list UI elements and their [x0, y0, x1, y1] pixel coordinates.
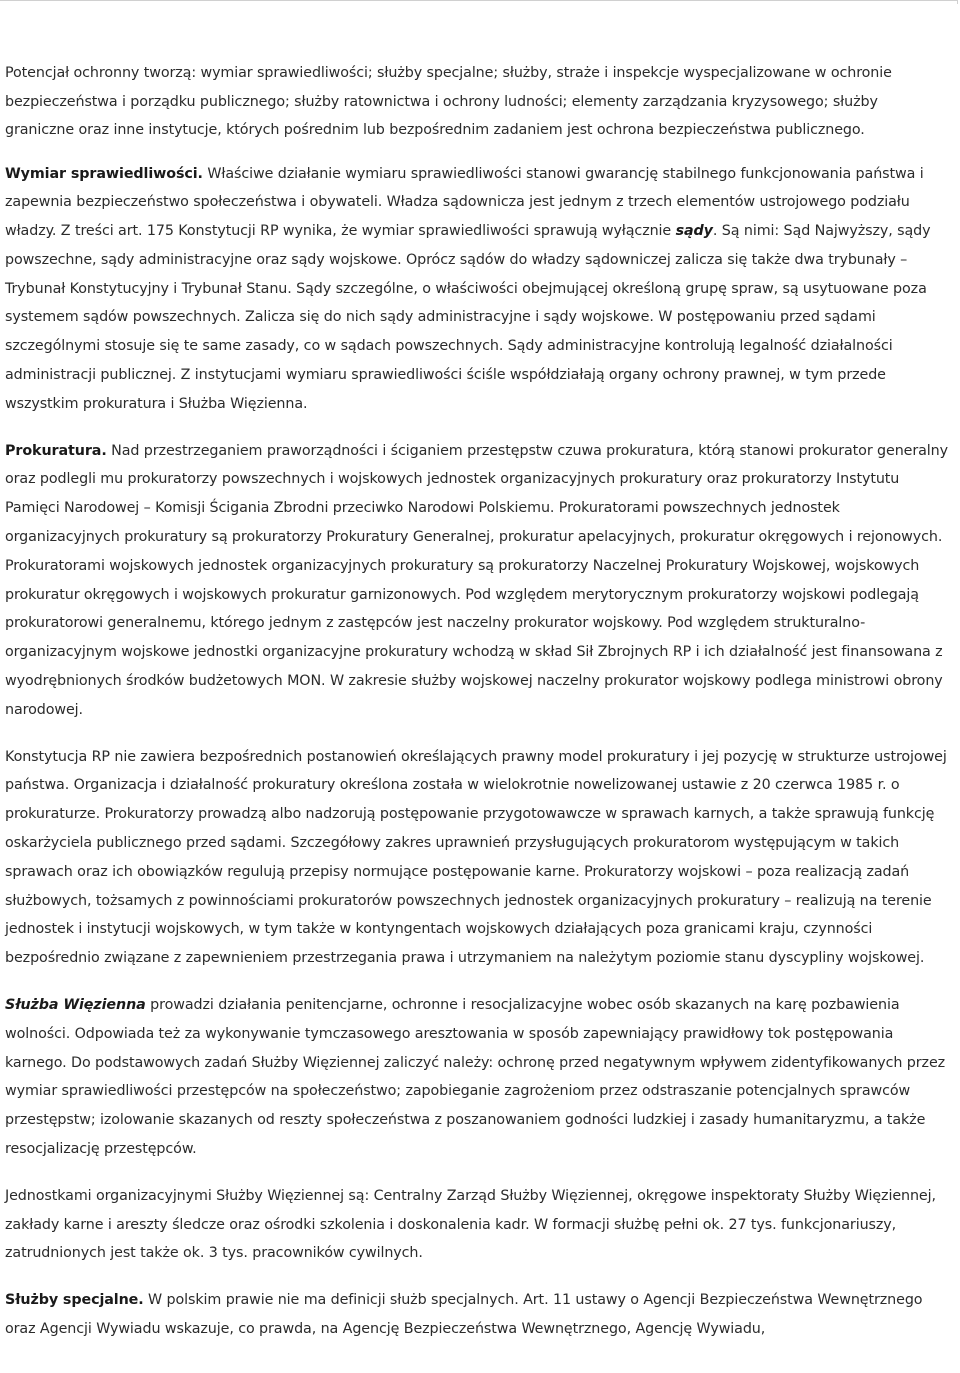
paragraph-sluzby-specjalne: [5, 1286, 950, 1344]
paragraph-text-tail: . Są nimi: Sąd Najwyższy, sądy powszechne, sądy administracyjne oraz sądy wojskowe. Oprócz sądów do władzy sądowniczej zalicza się także dwa trybunały – Trybunał Konstytucyjny i Trybunał Stanu. Sądy szczególne, o właściwości obejmującej określoną grupę spraw, są usytuowane poza systemem sądów powszechnych. Zalicza się do nich sądy administracyjne i sądy wojskowe. W postępowaniu przed sądami szczególnymi stosuje się te same zasady, co w sądach powszechnych. Sądy administracyjne kontrolują legalność działalności administracji publicznej. Z instytucjami wymiaru sprawiedliwości ściśle współdziałają organy ochrony prawnej, w tym przede wszystkim prokuratura i Służba Więzienna.: [5, 223, 931, 412]
paragraph-text: W polskim prawie nie ma definicji służb specjalnych. Art. 11 ustawy o Agencji Bezpieczeństwa Wewnętrznego oraz Agencji Wywiadu wskazuje, co prawda, na Agencję Bezpieczeństwa Wewnętrznego, Agencję Wywiadu,: [5, 1292, 923, 1337]
emphasis-text: sądy: [675, 223, 713, 240]
paragraph-gap: [5, 419, 950, 437]
paragraph-wymiar-sprawiedliwosci: [5, 160, 950, 419]
paragraph-gap: [5, 725, 950, 743]
paragraph-gap: [5, 1268, 950, 1286]
page-border: [0, 0, 958, 4]
paragraph-gap: [5, 145, 950, 160]
paragraph-prokuratura: [5, 437, 950, 725]
paragraph-sluzba-wiezienna: [5, 991, 950, 1164]
paragraph-jednostki: [5, 1182, 950, 1268]
paragraph-intro: [5, 59, 950, 145]
paragraph-heading: Służba Więzienna: [5, 997, 146, 1014]
paragraph-heading: Wymiar sprawiedliwości.: [5, 165, 203, 182]
paragraph-text: Jednostkami organizacyjnymi Służby Więziennej są: Centralny Zarząd Służby Więziennej, okręgowe inspektoraty Służby Więziennej, zakłady karne i areszty śledcze oraz ośrodki szkolenia i doskonalenia kadr. W formacji służbę pełni ok. 27 tys. funkcjonariuszy, zatrudnionych jest także ok. 3 tys. pracowników cywilnych.: [5, 1187, 936, 1262]
paragraph-text: prowadzi działania penitencjarne, ochronne i resocjalizacyjne wobec osób skazanych na karę pozbawienia wolności. Odpowiada też za wykonywanie tymczasowego aresztowania w sposób zapewniający prawidłowy tok postępowania karnego. Do podstawowych zadań Służby Więziennej zaliczyć należy: ochronę przed negatywnym wpływem zidentyfikowanych przez wymiar sprawiedliwości przestępców na społeczeństwo; zapobieganie zagrożeniom przez odstraszanie potencjalnych sprawców przestępstw; izolowanie skazanych od reszty społeczeństwa z poszanowaniem godności ludzkiej i zasady humanitaryzmu, a także resocjalizację przestępców.: [5, 997, 946, 1157]
paragraph-text: Konstytucja RP nie zawiera bezpośrednich postanowień określających prawny model prokuratury i jej pozycję w strukturze ustrojowej państwa. Organizacja i działalność prokuratury określona została w wielokrotnie nowelizowanej ustawie z 20 czerwca 1985 r. o prokuraturze. Prokuratorzy prowadzą albo nadzorują postępowanie przygotowawcze w sprawach karnych, a także sprawują funkcję oskarżyciela publicznego przed sądami. Szczegółowy zakres uprawnień przysługujących prokuratorom występującym w takich sprawach oraz ich obowiązków regulują przepisy normujące postępowanie karne. Prokuratorzy wojskowi – poza realizacją zadań służbowych, tożsamych z powinnościami prokuratorów powszechnych jednostek organizacyjnych prokuratury – realizują na terenie jednostek i instytucji wojskowych, w tym także w kontyngentach wojskowych działających poza granicami kraju, czynności bezpośrednio związane z zapewnieniem przestrzegania prawa i utrzymaniem na należytym poziomie stanu dyscypliny wojskowej.: [5, 748, 947, 967]
paragraph-text: Nad przestrzeganiem praworządności i ściganiem przestępstw czuwa prokuratura, którą stanowi prokurator generalny oraz podlegli mu prokuratorzy powszechnych i wojskowych jednostek organizacyjnych prokuratury oraz prokuratorzy Instytutu Pamięci Narodowej – Komisji Ścigania Zbrodni przeciwko Narodowi Polskiemu. Prokuratorami powszechnych jednostek organizacyjnych prokuratury są prokuratorzy Prokuratury Generalnej, prokuratur apelacyjnych, prokuratur okręgowych i rejonowych. Prokuratorami wojskowych jednostek organizacyjnych prokuratury są prokuratorzy Naczelnej Prokuratury Wojskowej, wojskowych prokuratur okręgowych i wojskowych prokuratur garnizonowych. Pod względem merytorycznym prokuratorzy wojskowi podlegają prokuratorowi generalnemu, którego jednym z zastępców jest naczelny prokurator wojskowy. Pod względem strukturalno-organizacyjnym wojskowe jednostki organizacyjne prokuratury wchodzą w skład Sił Zbrojnych RP i ich działalność jest finansowana z wyodrębnionych środków budżetowych MON. W zakresie służby wojskowej naczelny prokurator wojskowy podlega ministrowi obrony narodowej.: [5, 442, 949, 718]
paragraph-konstytucja: [5, 743, 950, 973]
paragraph-gap: [5, 973, 950, 991]
paragraph-text: Potencjał ochronny tworzą: wymiar sprawiedliwości; służby specjalne; służby, straże i inspekcje wyspecjalizowane w ochronie bezpieczeństwa i porządku publicznego; służby ratownictwa i ochrony ludności; elementy zarządzania kryzysowego; służby graniczne oraz inne instytucje, których pośrednim lub bezpośrednim zadaniem jest ochrona bezpieczeństwa publicznego.: [5, 65, 892, 138]
document-body: [5, 59, 950, 1344]
paragraph-heading: Służby specjalne.: [5, 1292, 144, 1309]
paragraph-gap: [5, 1164, 950, 1182]
paragraph-text: Właściwe działanie wymiaru sprawiedliwości stanowi gwarancję stabilnego funkcjonowania państwa i zapewnia bezpieczeństwo społeczeństwa i obywateli. Władza sądownicza jest jednym z trzech elementów ustrojowego podziału władzy. Z treści art. 175 Konstytucji RP wynika, że wymiar sprawiedliwości sprawują wyłącznie: [5, 165, 924, 240]
paragraph-heading: Prokuratura.: [5, 442, 107, 459]
